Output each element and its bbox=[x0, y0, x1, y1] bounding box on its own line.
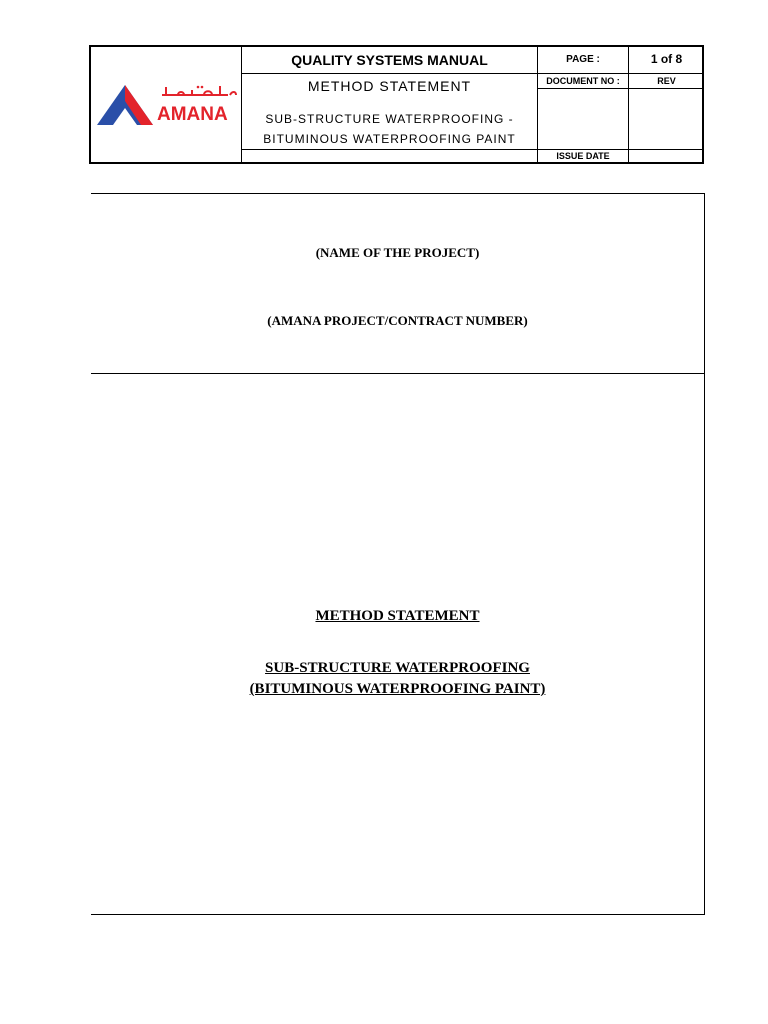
logo-arabic-wordmark bbox=[158, 83, 238, 101]
cover-subtitle-2 bbox=[91, 681, 704, 698]
amana-logo bbox=[97, 81, 237, 129]
subject-line-2: BITUMINOUS WATERPROOFING PAINT bbox=[263, 132, 516, 146]
body-divider bbox=[91, 373, 704, 374]
logo-triangle-icon bbox=[97, 81, 157, 129]
page-label: PAGE : bbox=[566, 54, 600, 65]
logo-wordmark: AMANA bbox=[157, 104, 228, 125]
project-name: (NAME OF THE PROJECT) bbox=[315, 245, 480, 260]
document-no-label: DOCUMENT NO : bbox=[546, 76, 620, 86]
document-header-table bbox=[89, 45, 704, 164]
project-number: (AMANA PROJECT/CONTRACT NUMBER) bbox=[267, 313, 528, 328]
cover-subtitle-1 bbox=[91, 660, 704, 677]
subject-line-1: SUB-STRUCTURE WATERPROOFING - bbox=[265, 112, 514, 126]
issue-date-label: ISSUE DATE bbox=[556, 151, 610, 161]
document-subject bbox=[242, 109, 537, 153]
manual-title: QUALITY SYSTEMS MANUAL bbox=[291, 52, 488, 68]
document-type: METHOD STATEMENT bbox=[307, 78, 472, 94]
cover-title bbox=[91, 608, 704, 625]
cover-title-text: METHOD STATEMENT bbox=[315, 608, 480, 624]
rev-label: REV bbox=[657, 76, 676, 86]
cover-subtitle-2-text: (BITUMINOUS WATERPROOFING PAINT) bbox=[249, 681, 546, 697]
page-value: 1 of 8 bbox=[650, 52, 683, 66]
cover-body bbox=[91, 193, 705, 915]
header-divider-h3 bbox=[537, 88, 628, 89]
cover-subtitle-1-text: SUB-STRUCTURE WATERPROOFING bbox=[265, 660, 530, 676]
logo-cell bbox=[91, 47, 241, 162]
header-divider-h2 bbox=[628, 88, 704, 89]
